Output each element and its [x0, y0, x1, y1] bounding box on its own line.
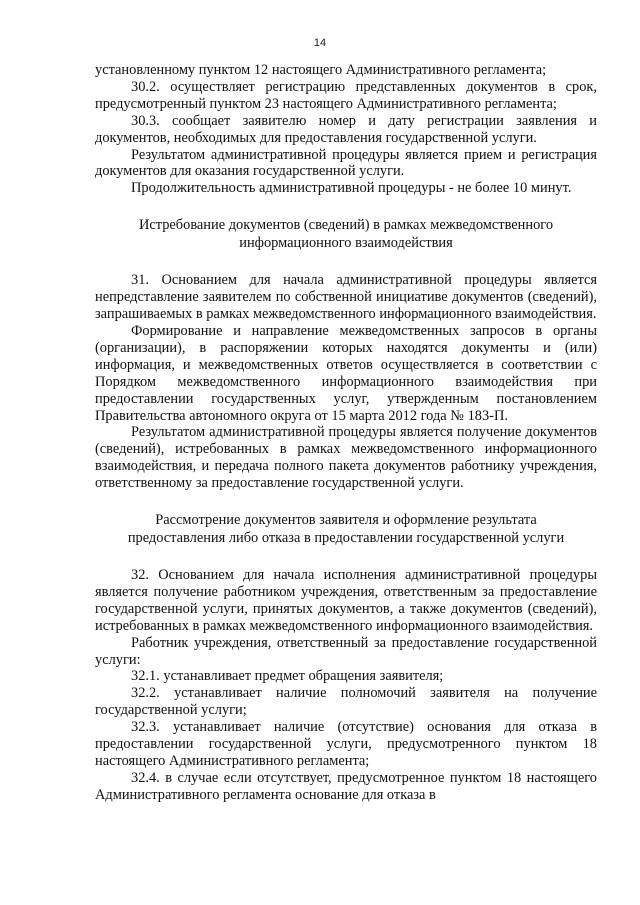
- paragraph: Результатом административной процедуры является прием и регистрация документов для оказания государственной услуги.: [95, 146, 597, 180]
- paragraph: 32.4. в случае если отсутствует, предусмотренное пунктом 18 настоящего Административного регламента основание для отказа в: [95, 769, 597, 803]
- spacer: [95, 547, 597, 567]
- paragraph: 32. Основанием для начала исполнения административной процедуры является получение работником учреждения, ответственным за предоставление государственной услуги, принятых документов, а также документов (сведений), истребованных в рамках межведомственного информационного взаимодействия.: [95, 567, 597, 634]
- section-heading-line: Рассмотрение документов заявителя и оформление результата: [155, 512, 537, 529]
- paragraph: 31. Основанием для начала административной процедуры является непредставление заявителем по собственной инициативе документов (сведений), запрашиваемых в рамках межведомственного информационного взаимодействия.: [95, 272, 597, 323]
- paragraph: Формирование и направление межведомственных запросов в органы (организации), в распоряжении которых находятся документы и (или) информация, и межведомственных ответов осуществляется в соответствии с Порядком межведомственного информационного взаимодействия при предоставлении государственных услуг, утвержденным постановлением Правительства автономного округа от 15 марта 2012 года № 183-П.: [95, 322, 597, 424]
- paragraph: 32.2. устанавливает наличие полномочий заявителя на получение государственной услуги;: [95, 685, 597, 719]
- paragraph: установленному пунктом 12 настоящего Административного регламента;: [95, 62, 547, 78]
- section-heading-line: информационного взаимодействия: [239, 235, 453, 252]
- section-heading-line: предоставления либо отказа в предоставлении государственной услуги: [127, 530, 565, 547]
- section-heading-line: Истребование документов (сведений) в рамках межведомственного: [138, 217, 554, 234]
- paragraph: 30.3. сообщает заявителю номер и дату регистрации заявления и документов, необходимых для предоставления государственной услуги.: [95, 112, 597, 146]
- page-number: 14: [313, 37, 327, 49]
- section-heading: [95, 216, 597, 252]
- page-content: [95, 62, 597, 804]
- paragraph: Результатом административной процедуры является получение документов (сведений), истребованных в рамках межведомственного информационного взаимодействия, и передача полного пакета документов работнику учреждения, ответственному за предоставление государственной услуги.: [95, 424, 597, 492]
- paragraph: Работник учреждения, ответственный за предоставление государственной услуги:: [95, 634, 597, 668]
- paragraph: 32.1. устанавливает предмет обращения заявителя;: [131, 668, 444, 685]
- paragraph: 32.3. устанавливает наличие (отсутствие) основания для отказа в предоставлении государственной услуги, предусмотренного пунктом 18 настоящего Административного регламента;: [95, 719, 597, 769]
- section-heading: [95, 511, 597, 547]
- spacer: [95, 492, 597, 511]
- spacer: [95, 252, 597, 272]
- spacer: [95, 197, 597, 216]
- paragraph: Продолжительность административной процедуры - не более 10 минут.: [131, 180, 572, 197]
- paragraph: 30.2. осуществляет регистрацию представленных документов в срок, предусмотренный пунктом 23 настоящего Административного регламента;: [95, 78, 597, 112]
